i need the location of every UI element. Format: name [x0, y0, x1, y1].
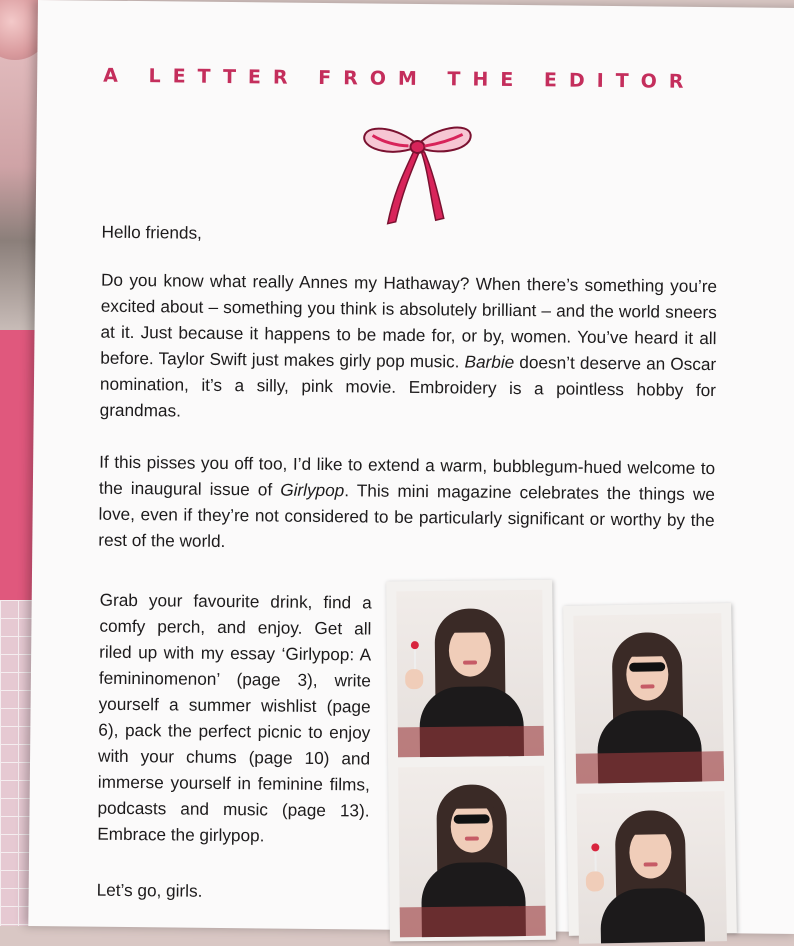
paragraph-welcome-text-a: If this pisses you off too, I’d like to extend a warm, bubblegum-hued welcome to the inaugural issue of	[98, 451, 716, 500]
photo-strip-left	[386, 580, 556, 942]
bow-icon	[358, 121, 475, 230]
barbie-title: Barbie	[464, 351, 515, 373]
magazine-page	[28, 0, 794, 934]
paragraph-intro-text-a: Do you know what really Annes my Hathaway? When there’s something you’re excited about – something you think is absolutely brilliant – and the world sneers at it. Just because it happens to be made for, or by, women. You’ve heard it all before. Taylor Swift just makes girly pop music.	[100, 269, 718, 372]
magazine-name: Girlypop	[280, 479, 345, 501]
signoff: Let’s go, girls.	[96, 879, 203, 901]
editor-photo	[396, 590, 544, 758]
paragraph-contents: Grab your favourite drink, find a comfy perch, and enjoy. Get all riled up with my essay ‘Girlypop: A femininomenon’ (page 3), write yourself a summer wishlist (page 6), pack the perfect picnic to enjoy with your chums (page 10) and immerse yourself in feminine films, podcasts and music (page 13). Embrace the girlypop.	[97, 589, 372, 846]
paragraph-welcome-text-b: . This mini magazine celebrates the things we love, even if they’re not considered to be particularly significant or worthy by the rest of the world.	[98, 480, 715, 551]
greeting: Hello friends,	[101, 221, 202, 243]
paragraph-intro	[100, 267, 718, 429]
photo-strip-right	[563, 603, 737, 936]
editor-photo	[398, 766, 546, 938]
editor-photo	[576, 791, 727, 944]
paragraph-intro-text-b: doesn’t deserve an Oscar nomination, it’s a silly, pink movie. Embroidery is a pointless hobby for grandmas.	[99, 352, 717, 421]
page-title: A LETTER FROM THE EDITOR	[103, 64, 696, 93]
editor-photo	[573, 613, 724, 784]
paragraph-welcome	[98, 449, 715, 559]
